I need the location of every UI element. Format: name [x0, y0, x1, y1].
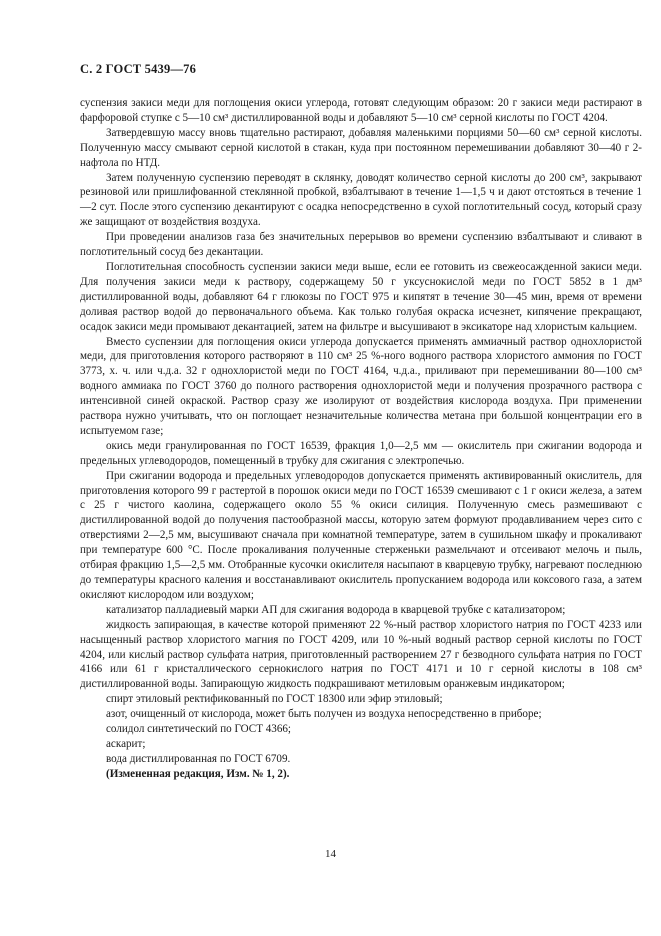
paragraph: При сжигании водорода и предельных углеводородов допускается применять активированный окислитель, для приготовления которого 99 г растертой в порошок окиси меди по ГОСТ 16539 смешивают с 1 г окиси железа, а затем с 25 г чистого каолина, содержащего около 55 % окиси силиция. Полученную смесь размешивают с дистиллированной водой до получения пастообразной массы, которую затем формуют продавливанием через сито с отверстиями 2—2,5 мм, высушивают сначала при комнатной температуре, затем в сушильном шкафу и прокаливают при температуре 600 °С. После прокаливания полученные стерженьки размельчают и отсеивают мелочь и пыль, отбирая фракцию 1,5—2,5 мм. Отобранные кусочки окислителя насыпают в кварцевую трубку, нагревают последнюю до температуры красного каления и восстанавливают окислитель пропусканием водорода или коксового газа, а затем окисляют кислородом или воздухом;	[80, 469, 642, 601]
paragraph: аскарит;	[106, 737, 146, 750]
paragraph: Затем полученную суспензию переводят в склянку, доводят количество серной кислоты до 200 см³, закрывают резиновой или пришлифованной стеклянной пробкой, взбалтывают в течение 1—1,5 ч и дают отстояться в течение 1—2 сут. После этого суспензию декантируют с осадка непосредственно в сухой поглотительный сосуд, который сразу же защищают от воздействия воздуха.	[80, 171, 642, 229]
paragraph: вода дистиллированная по ГОСТ 6709.	[106, 752, 291, 765]
paragraph: спирт этиловый ректификованный по ГОСТ 18300 или эфир этиловый;	[106, 693, 443, 706]
paragraph: окись меди гранулированная по ГОСТ 16539, фракция 1,0—2,5 мм — окислитель при сжигании водорода и предельных углеводородов, помещенный в трубку для сжигания с электропечью.	[80, 439, 642, 467]
page-number: 14	[325, 848, 336, 860]
paragraph: солидол синтетический по ГОСТ 4366;	[106, 723, 292, 736]
paragraph: азот, очищенный от кислорода, может быть получен из воздуха непосредственно в приборе;	[106, 708, 542, 721]
paragraph: суспензия закиси меди для поглощения окиси углерода, готовят следующим образом: 20 г закиси меди растирают в фарфоровой ступке с 5—10 см³ дистиллированной воды и добавляют 5—10 см³ серной кислоты по ГОСТ 4204.	[80, 97, 642, 124]
page-header: С. 2 ГОСТ 5439—76	[80, 62, 197, 76]
paragraph: Затвердевшую массу вновь тщательно растирают, добавляя маленькими порциями 50—60 см³ серной кислоты. Полученную массу смывают серной кислотой в стакан, куда при постоянном перемешивании добавляют 30—40 г 2-нафтола по НТД.	[80, 126, 642, 169]
paragraph: При проведении анализов газа без значительных перерывов во времени суспензию взбалтывают и сливают в поглотительный сосуд без декантации.	[80, 231, 642, 259]
amendment-note: (Измененная редакция, Изм. № 1, 2).	[106, 767, 290, 780]
paragraph: Вместо суспензии для поглощения окиси углерода допускается применять аммиачный раствор однохлористой меди, для приготовления которого растворяют в 110 см³ 25 %-ного водного раствора хлористого аммония по ГОСТ 3773, х. ч. или ч.д.а. 32 г однохлористой меди по ГОСТ 4164, ч.д.а., приливают при перемешивании 80—100 см³ водного аммиака по ГОСТ 3760 до полного растворения однохлористой меди и получения прозрачного раствора с интенсивной синей окраской. Раствор сразу же изолируют от воздействия кислорода воздуха. При применении раствора нужно учитывать, что он поглощает незначительные количества метана при большой концентрации его в испытуемом газе;	[80, 335, 642, 437]
document-body	[80, 96, 642, 782]
paragraph: Поглотительная способность суспензии закиси меди выше, если ее готовить из свежеосажденной закиси меди. Для получения закиси меди к раствору, содержащему 50 г уксуснокислой меди по ГОСТ 5852 в 1 дм³ дистиллированной воды, добавляют 64 г глюкозы по ГОСТ 975 и кипятят в течение 30—45 мин, время от времени доливая раствор водой до первоначального объема. Как только голубая окраска исчезнет, кипячение прекращают, осадок закиси меди промывают декантацией, затем на фильтре и высушивают в эксикаторе над хлористым кальцием.	[80, 260, 642, 333]
paragraph: жидкость запирающая, в качестве которой применяют 22 %-ный раствор хлористого натрия по ГОСТ 4233 или насыщенный раствор хлористого магния по ГОСТ 4209, или 10 %-ный водный раствор серной кислоты по ГОСТ 4204, или кислый раствор сульфата натрия, приготовленный растворением 27 г безводного сульфата натрия по ГОСТ 4166 или 61 г кристаллического сернокислого натрия по ГОСТ 4171 и 10 г серной кислоты в 108 см³ дистиллированной воды. Запирающую жидкость подкрашивают метиловым оранжевым индикатором;	[80, 618, 642, 691]
paragraph: катализатор палладиевый марки АП для сжигания водорода в кварцевой трубке с катализатором;	[106, 603, 566, 616]
